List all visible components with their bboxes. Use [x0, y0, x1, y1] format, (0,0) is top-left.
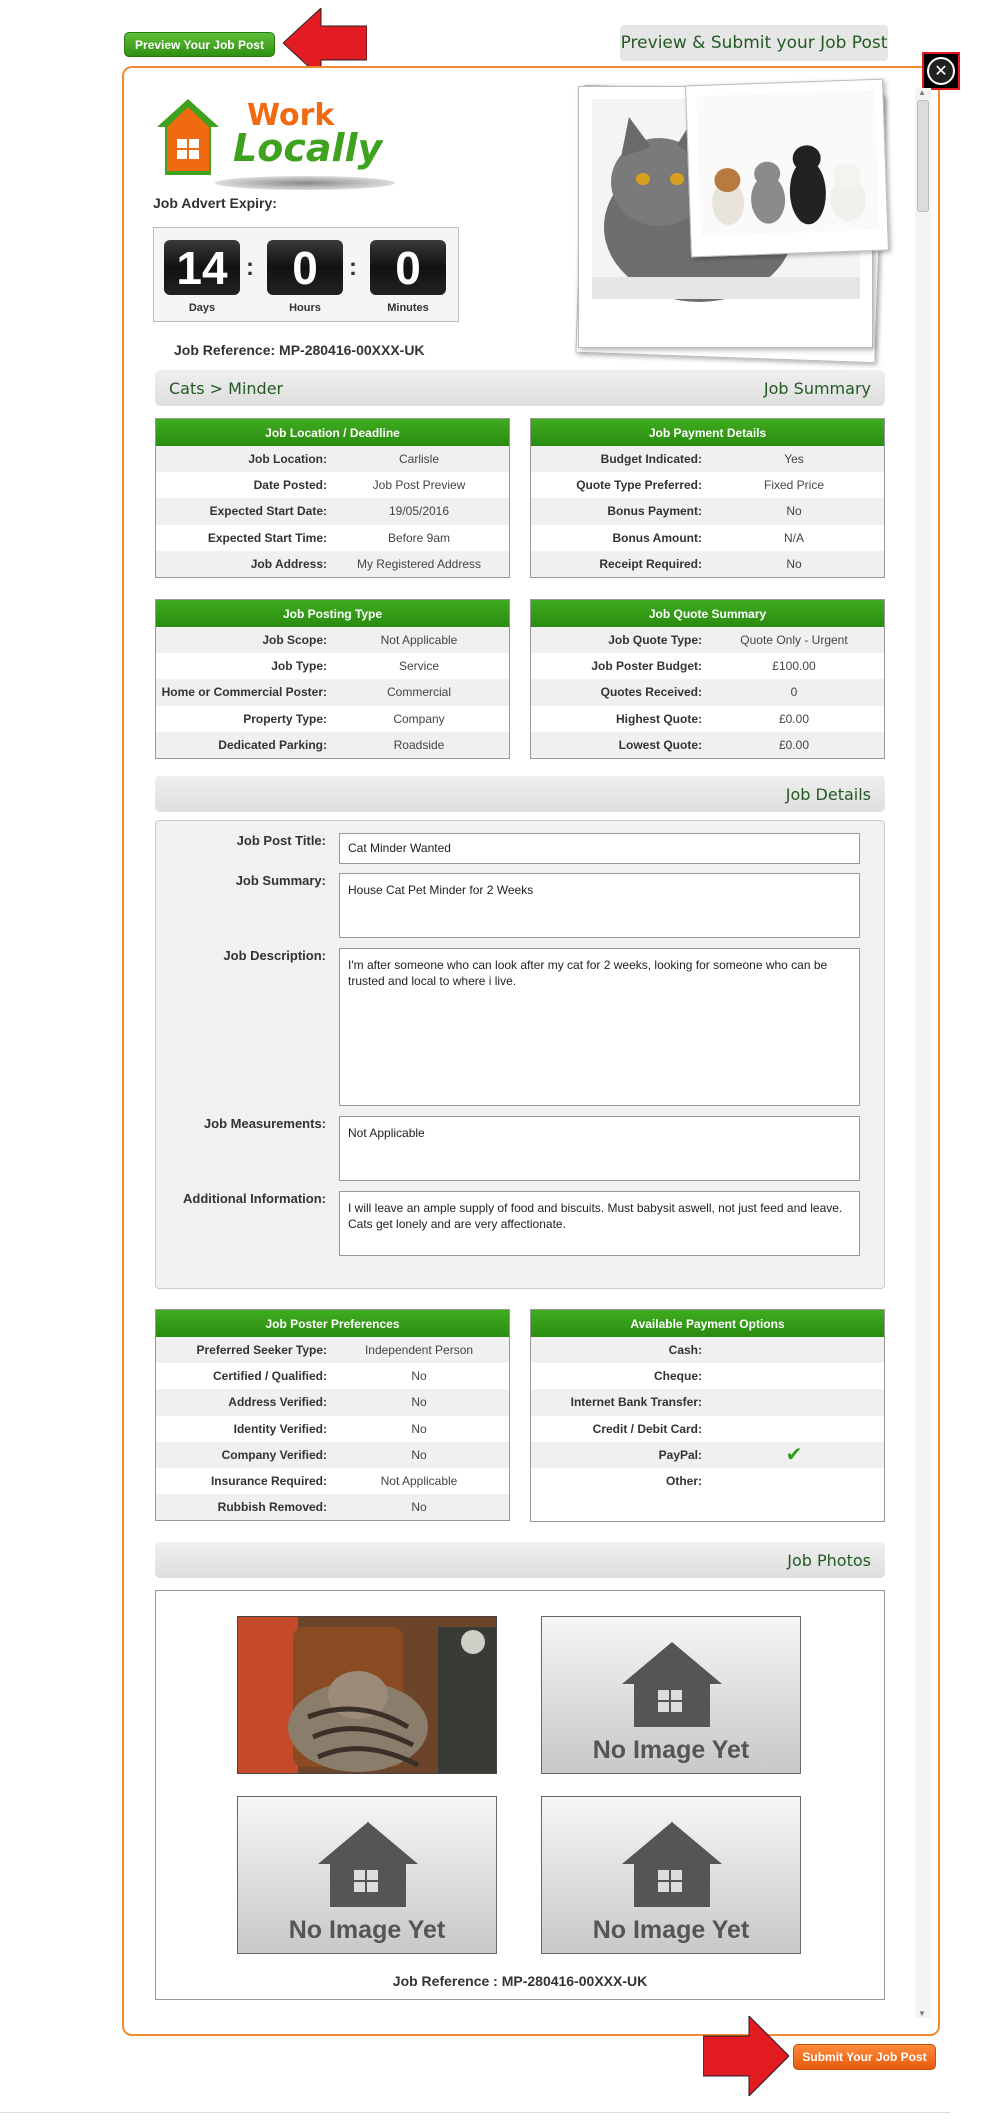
table-row	[531, 498, 884, 524]
row-value: No	[786, 504, 802, 519]
job-details-heading: Job Details	[785, 784, 871, 804]
row-label: Job Poster Budget:	[591, 659, 702, 674]
table-row	[531, 1337, 884, 1363]
days-value: 14	[164, 240, 240, 295]
row-label: Preferred Seeker Type:	[196, 1343, 327, 1358]
row-label: Address Verified:	[228, 1395, 327, 1410]
row-value: No	[411, 1369, 427, 1384]
close-icon: ✕	[927, 57, 955, 85]
table-row	[531, 732, 884, 758]
row-value: Before 9am	[387, 530, 451, 545]
panel-header: Job Location / Deadline	[156, 419, 509, 446]
row-value: No	[411, 1421, 427, 1436]
hours-value: 0	[267, 240, 343, 295]
table-row	[531, 1363, 884, 1389]
row-value: 19/05/2016	[388, 504, 450, 519]
row-value: £0.00	[778, 737, 810, 752]
location-rows	[156, 446, 509, 577]
work-locally-logo	[155, 92, 405, 187]
job-photo-1[interactable]	[237, 1616, 497, 1774]
row-value: £0.00	[778, 711, 810, 726]
row-label: Budget Indicated:	[600, 452, 702, 467]
row-label: Bonus Payment:	[607, 504, 702, 519]
table-row	[531, 551, 884, 577]
job-summary-bar	[155, 370, 885, 406]
row-value: Quote Only - Urgent	[740, 633, 848, 648]
table-row	[156, 627, 509, 653]
row-label: Quotes Received:	[600, 685, 702, 700]
no-image-caption: No Image Yet	[288, 1916, 446, 1944]
table-row	[156, 551, 509, 577]
page-title: Preview & Submit your Job Post	[620, 25, 888, 61]
row-value: Yes	[784, 452, 804, 467]
job-measurements-label: Job Measurements:	[203, 1116, 326, 1131]
row-label: Job Type:	[271, 659, 327, 674]
expiry-label: Job Advert Expiry:	[153, 195, 277, 211]
no-image-caption: No Image Yet	[592, 1736, 750, 1764]
table-row	[531, 1442, 884, 1468]
row-label: Job Quote Type:	[608, 633, 702, 648]
colon: :	[246, 254, 254, 281]
job-post-title-field[interactable]: Cat Minder Wanted	[339, 833, 860, 864]
row-value: Commercial	[386, 685, 451, 700]
row-value: Company	[393, 711, 445, 726]
house-logo-icon	[155, 97, 221, 177]
row-label: Bonus Amount:	[612, 530, 702, 545]
table-row	[156, 1442, 509, 1468]
table-row	[531, 627, 884, 653]
job-location-panel	[155, 418, 510, 578]
minutes-label: Minutes	[387, 302, 429, 314]
logo-shadow	[215, 176, 395, 190]
table-row	[156, 732, 509, 758]
row-value: Service	[398, 659, 439, 674]
row-label: PayPal:	[658, 1447, 702, 1462]
row-value: No	[786, 556, 802, 571]
panel-header: Job Quote Summary	[531, 600, 884, 627]
table-row	[156, 1416, 509, 1442]
no-image-caption: No Image Yet	[592, 1916, 750, 1944]
row-label: Rubbish Removed:	[217, 1500, 327, 1515]
row-label: Job Scope:	[262, 633, 327, 648]
no-image-placeholder[interactable]	[237, 1796, 497, 1954]
job-reference: Job Reference: MP-280416-00XXX-UK	[174, 342, 425, 358]
table-row	[531, 679, 884, 705]
payment-rows	[531, 446, 884, 577]
row-label: Internet Bank Transfer:	[570, 1395, 702, 1410]
row-label: Identity Verified:	[233, 1421, 327, 1436]
job-photos-box	[155, 1590, 885, 2000]
row-value: Job Post Preview	[372, 478, 466, 493]
job-details-form	[155, 820, 885, 1289]
job-summary-heading: Job Summary	[763, 378, 871, 398]
hours-label: Hours	[289, 302, 321, 314]
row-value: No	[411, 1395, 427, 1410]
row-label: Property Type:	[243, 711, 327, 726]
logo-word-locally: Locally	[233, 126, 383, 170]
panel-header: Available Payment Options	[531, 1310, 884, 1337]
table-row	[156, 679, 509, 705]
row-value: Roadside	[393, 737, 445, 752]
job-measurements-field[interactable]: Not Applicable	[339, 1116, 860, 1181]
row-value: N/A	[783, 530, 804, 545]
category-breadcrumb: Cats > Minder	[169, 378, 284, 398]
scroll-up-icon[interactable]: ▲	[918, 88, 926, 97]
checkmark-icon: ✔	[785, 1444, 803, 1467]
table-row	[156, 472, 509, 498]
row-label: Lowest Quote:	[618, 737, 702, 752]
quote-rows	[531, 627, 884, 758]
preview-job-post-button[interactable]: Preview Your Job Post	[124, 32, 275, 57]
panel-header: Job Posting Type	[156, 600, 509, 627]
submit-job-post-button[interactable]: Submit Your Job Post	[793, 2044, 936, 2070]
job-posting-type-panel	[155, 599, 510, 759]
countdown-timer	[153, 227, 459, 322]
row-value: £100.00	[772, 659, 816, 674]
row-label: Cheque:	[654, 1369, 702, 1384]
row-value: No	[411, 1500, 427, 1515]
job-post-title-label: Job Post Title:	[236, 833, 326, 848]
row-value: Independent Person	[364, 1343, 474, 1358]
table-row	[531, 706, 884, 732]
scrollbar[interactable]	[915, 88, 931, 2018]
panel-header: Job Payment Details	[531, 419, 884, 446]
additional-information-label: Additional Information:	[183, 1191, 326, 1206]
job-quote-summary-panel	[530, 599, 885, 759]
scrollbar-thumb[interactable]	[917, 100, 929, 212]
no-image-placeholder[interactable]	[541, 1796, 801, 1954]
row-value: Fixed Price	[763, 478, 825, 493]
row-label: Highest Quote:	[616, 711, 702, 726]
additional-information-field[interactable]: I will leave an ample supply of food and biscuits. Must babysit aswell, not just feed and leave. Cats get lonely and are very affectionate.	[339, 1191, 860, 1256]
table-row	[531, 1416, 884, 1442]
table-row	[531, 472, 884, 498]
row-value: My Registered Address	[356, 556, 482, 571]
table-row	[531, 446, 884, 472]
row-label: Expected Start Time:	[207, 530, 327, 545]
payment-options-panel	[530, 1309, 885, 1522]
row-value: Not Applicable	[380, 633, 458, 648]
table-row	[156, 446, 509, 472]
job-summary-field[interactable]: House Cat Pet Minder for 2 Weeks	[339, 873, 860, 938]
row-label: Certified / Qualified:	[212, 1369, 327, 1384]
row-value: Carlisle	[398, 452, 439, 467]
payment-options-rows	[531, 1337, 884, 1494]
table-row	[156, 706, 509, 732]
pets-group-photo	[685, 79, 889, 258]
table-row	[531, 1468, 884, 1494]
no-image-placeholder[interactable]	[541, 1616, 801, 1774]
table-row	[156, 525, 509, 551]
posting-rows	[156, 627, 509, 758]
row-value: Not Applicable	[380, 1474, 458, 1489]
row-label: Quote Type Preferred:	[576, 478, 702, 493]
close-button[interactable]	[922, 52, 960, 90]
house-placeholder-icon	[318, 1822, 418, 1912]
days-label: Days	[188, 302, 216, 314]
house-placeholder-icon	[622, 1642, 722, 1732]
table-row	[156, 1337, 509, 1363]
row-label: Expected Start Date:	[209, 504, 327, 519]
divider	[0, 2112, 950, 2113]
minutes-value: 0	[370, 240, 446, 295]
job-description-label: Job Description:	[223, 948, 326, 963]
job-description-field[interactable]: I'm after someone who can look after my cat for 2 weeks, looking for someone who can be trusted and local to where i live.	[339, 948, 860, 1106]
row-label: Receipt Required:	[599, 556, 702, 571]
preferences-rows	[156, 1337, 509, 1520]
row-value: 0	[790, 685, 798, 700]
job-details-bar	[155, 776, 885, 812]
table-row	[156, 1363, 509, 1389]
row-label: Job Location:	[248, 452, 327, 467]
table-row	[156, 1494, 509, 1520]
panel-header: Job Poster Preferences	[156, 1310, 509, 1337]
table-row	[531, 525, 884, 551]
row-label: Credit / Debit Card:	[592, 1421, 702, 1436]
table-row	[156, 1468, 509, 1494]
job-payment-panel	[530, 418, 885, 578]
table-row	[531, 1389, 884, 1415]
row-label: Insurance Required:	[210, 1474, 327, 1489]
row-label: Dedicated Parking:	[218, 737, 327, 752]
table-row	[156, 1389, 509, 1415]
table-row	[156, 653, 509, 679]
row-value: No	[411, 1447, 427, 1462]
row-label: Date Posted:	[253, 478, 327, 493]
arrow-right-icon	[703, 2016, 789, 2096]
house-placeholder-icon	[622, 1822, 722, 1912]
pets-photo-stack	[578, 86, 898, 364]
table-row	[156, 498, 509, 524]
row-label: Other:	[666, 1474, 702, 1489]
table-row	[531, 653, 884, 679]
row-label: Company Verified:	[221, 1447, 327, 1462]
job-poster-preferences-panel	[155, 1309, 510, 1521]
job-photos-heading: Job Photos	[787, 1550, 871, 1570]
row-label: Cash:	[668, 1343, 702, 1358]
job-summary-label: Job Summary:	[235, 873, 326, 888]
job-reference-bottom: Job Reference : MP-280416-00XXX-UK	[392, 1973, 648, 1989]
job-photos-bar	[155, 1542, 885, 1578]
logo-word-work: Work	[247, 98, 335, 133]
colon: :	[349, 254, 357, 281]
row-label: Job Address:	[250, 556, 327, 571]
row-label: Home or Commercial Poster:	[161, 685, 327, 700]
scroll-down-icon[interactable]: ▼	[918, 2009, 926, 2018]
